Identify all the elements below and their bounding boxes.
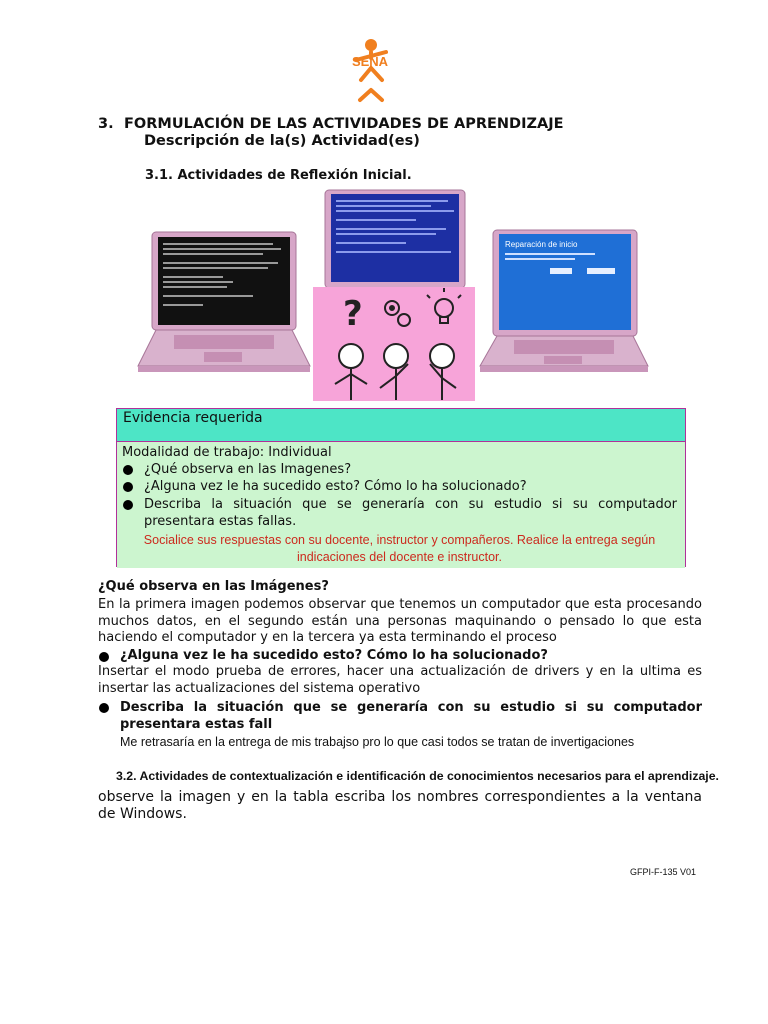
laptop-blue-screen [325, 190, 465, 288]
logo-text: SENA [351, 54, 389, 69]
bullet-text: ¿Alguna vez le ha sucedido esto? Cómo lo ha solucionado? [144, 479, 527, 495]
question-1: ¿Qué observa en las Imágenes? [98, 579, 329, 594]
answer-1: En la primera imagen podemos observar que tenemos un computador que esta procesando muchos datos, en el segundo están una personas maquinando o pensado lo que esta haciendo el computador y en la tercera ya esta terminando el proceso [98, 597, 702, 646]
question-3 [98, 699, 702, 733]
bullet-icon [123, 465, 133, 475]
section-title: FORMULACIÓN DE LAS ACTIVIDADES DE APRENDIZAJE [124, 116, 564, 132]
section-3-subtitle: Descripción de la(s) Actividad(es) [144, 133, 420, 149]
work-modality: Modalidad de trabajo: Individual [122, 445, 332, 460]
bullet-icon [123, 500, 133, 510]
evidence-bullet [122, 478, 677, 495]
section-32-heading: 3.2. Actividades de contextualización e identificación de conocimientos necesarios para el aprendizaje. [116, 769, 719, 783]
footer-code: GFPI-F-135 V01 [630, 867, 697, 877]
section-number: 3. [98, 116, 114, 132]
question-mark-icon: ? [343, 294, 363, 334]
question-2 [98, 648, 548, 663]
evidence-title: Evidencia requerida [117, 409, 685, 442]
sena-logo [340, 38, 400, 104]
section-3-heading [98, 116, 564, 132]
thinking-people-panel [313, 287, 475, 401]
section-31-heading: 3.1. Actividades de Reflexión Inicial. [145, 168, 412, 183]
bullet-icon [99, 652, 109, 662]
bullet-text: ¿Qué observa en las Imagenes? [144, 462, 352, 478]
repair-screen-title: Reparación de inicio [505, 240, 578, 249]
sena-logo-graphic [340, 38, 400, 104]
bullet-icon [99, 703, 109, 713]
evidence-body [117, 442, 685, 568]
bullet-icon [123, 482, 133, 492]
laptops-illustration [130, 188, 660, 404]
evidence-box [116, 408, 686, 567]
question-2-text: ¿Alguna vez le ha sucedido esto? Cómo lo ha solucionado? [120, 648, 548, 663]
section-32-text: observe la imagen y en la tabla escriba los nombres correspondientes a la ventana de Windows. [98, 789, 702, 822]
evidence-note: Socialice sus respuestas con su docente, instructor y compañeros. Realice la entrega según indicaciones del docente e instructor. [143, 533, 656, 564]
evidence-bullet [122, 496, 677, 530]
question-3-text: Describa la situación que se generaría con su estudio si su computador presentara estas fall [120, 700, 702, 732]
bullet-text: Describa la situación que se generaría con su estudio si su computador presentara estas fallas. [144, 496, 677, 529]
laptop-black-screen [138, 232, 310, 372]
illustration-graphic [130, 188, 660, 404]
answer-2: Insertar el modo prueba de errores, hacer una actualización de drivers y en la ultima es insertar las actualizaciones del sistema operativo [98, 664, 702, 696]
laptop-repair-screen [480, 230, 648, 372]
answer-3: Me retrasaría en la entrega de mis trabajso pro lo que casi todos se tratan de invertigaciones [120, 735, 635, 749]
evidence-bullet [122, 461, 677, 478]
